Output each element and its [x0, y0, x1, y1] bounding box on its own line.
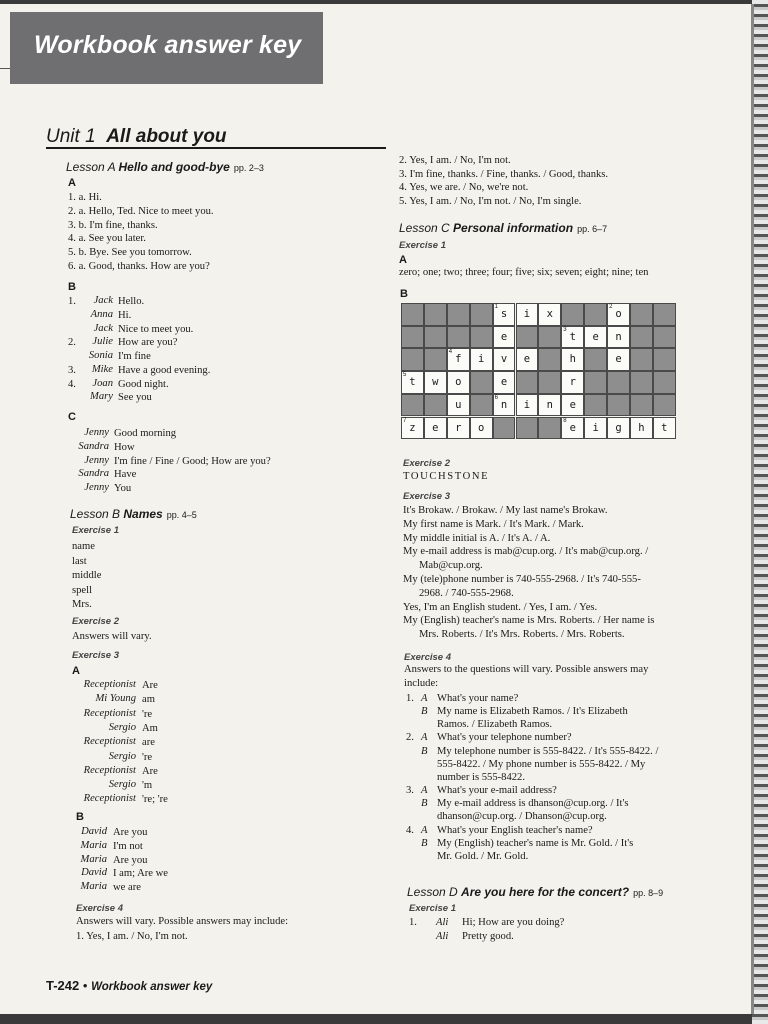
- dialog-line: I'm fine: [118, 351, 151, 362]
- crossword-block: [470, 394, 493, 417]
- dialog-line: Good morning: [114, 428, 177, 439]
- speaker-name: Jenny: [84, 482, 109, 493]
- section-c-label: C: [68, 411, 76, 423]
- speaker-letter: A: [421, 785, 428, 797]
- crossword-letter: u: [455, 398, 462, 411]
- crossword-block: [630, 348, 653, 371]
- crossword-block: [653, 394, 676, 417]
- exercise-1-heading: Exercise 1: [409, 903, 457, 914]
- crossword-letter: t: [409, 376, 416, 389]
- crossword-cell: [607, 417, 630, 440]
- crossword-letter: f: [455, 353, 462, 366]
- dialog-line: we are: [113, 882, 141, 893]
- crossword-cell: [561, 348, 584, 371]
- crossword-block: [493, 417, 516, 440]
- clue-number: 8: [563, 417, 567, 424]
- speaker-letter: A: [421, 824, 428, 836]
- crossword-block: [401, 394, 424, 417]
- unit-heading: [46, 126, 227, 148]
- exercise-3-heading: Exercise 3: [403, 491, 451, 502]
- lesson-prefix: Lesson B: [70, 507, 124, 521]
- speaker-name: Sergio: [108, 721, 136, 733]
- crossword-block: [538, 371, 561, 394]
- clue-number: 5: [403, 372, 407, 379]
- crossword-letter: w: [432, 376, 439, 389]
- lesson-pages: pp. 4–5: [166, 510, 197, 520]
- crossword-letter: g: [615, 421, 622, 434]
- binding-edge: [751, 4, 754, 1014]
- answer-line: Yes, I'm an English student. / Yes, I am. / Yes.: [403, 601, 598, 613]
- answer-line: Mr. Gold. / Mr. Gold.: [437, 850, 529, 862]
- answer-line: 3. b. I'm fine, thanks.: [68, 219, 158, 231]
- answer-line: 4. Yes, we are. / No, we're not.: [399, 182, 529, 194]
- crossword-block: [401, 326, 424, 349]
- answer-line: zero; one; two; three; four; five; six; seven; eight; nine; ten: [399, 267, 649, 278]
- page-footer: [46, 978, 212, 993]
- crossword-cell: [493, 348, 516, 371]
- crossword-cell: [561, 371, 584, 394]
- page-number: T-242: [46, 978, 80, 993]
- lesson-prefix: Lesson A: [66, 160, 119, 174]
- lesson-pages: pp. 8–9: [633, 888, 664, 898]
- crossword-block: [516, 417, 539, 440]
- dialog-line: Are you: [113, 827, 148, 838]
- crossword-block: [584, 348, 607, 371]
- crossword-cell: [653, 417, 676, 440]
- answer-line: last: [72, 555, 87, 567]
- crossword-cell: [424, 371, 447, 394]
- crossword-letter: e: [615, 353, 622, 366]
- speaker-name: Receptionist: [83, 764, 136, 776]
- crossword-cell: [516, 303, 539, 326]
- touchstone-answer: TOUCHSTONE: [403, 471, 490, 482]
- crossword-block: [584, 303, 607, 326]
- crossword-block: [630, 394, 653, 417]
- crossword-letter: v: [500, 353, 508, 366]
- lesson-title: Are you here for the concert?: [461, 885, 630, 899]
- item-number: 3.: [406, 785, 414, 797]
- lesson-pages: pp. 2–3: [233, 163, 264, 173]
- dialog-line: How are you?: [118, 337, 178, 349]
- speaker-name: Maria: [80, 839, 107, 851]
- crossword-cell: [447, 348, 470, 371]
- item-number: 1.: [406, 693, 414, 704]
- section-a-label: A: [68, 177, 76, 189]
- crossword-block: [424, 303, 447, 326]
- item-number: 2.: [68, 337, 76, 349]
- dialog-line: I'm fine / Fine / Good; How are you?: [114, 455, 271, 467]
- speaker-name: Jack: [93, 322, 113, 334]
- speaker-name: Maria: [80, 853, 107, 865]
- exercise-4-heading: Exercise 4: [76, 903, 124, 914]
- answer-line: middle: [72, 570, 102, 581]
- dialog-line: Have a good evening.: [118, 364, 211, 376]
- crossword-letter: o: [477, 421, 485, 434]
- dialog-line: I am; Are we: [113, 868, 169, 880]
- dialog-line: Pretty good.: [462, 931, 514, 943]
- speaker-letter: B: [421, 837, 428, 849]
- crossword-block: [401, 303, 424, 326]
- crossword-block: [607, 371, 630, 394]
- crossword-letter: h: [569, 353, 576, 366]
- dialog-line: Are: [142, 680, 158, 691]
- answer-line: 2. a. Hello, Ted. Nice to meet you.: [68, 205, 214, 217]
- answer-line: My (tele)phone number is 740-555-2968. / It's 740-555-: [403, 574, 641, 585]
- crossword-letter: n: [615, 330, 622, 343]
- answer-line: 4. a. See you later.: [68, 233, 146, 245]
- crossword-letter: n: [500, 398, 508, 411]
- crossword-cell: [561, 417, 584, 440]
- speaker-name: Ali: [436, 931, 449, 943]
- lesson-a-heading: [66, 160, 264, 174]
- crossword-letter: e: [592, 330, 599, 343]
- speaker-name: Mike: [91, 363, 113, 375]
- speaker-name: Mary: [90, 391, 113, 403]
- exercise-4-heading: Exercise 4: [404, 652, 452, 663]
- speaker-name: Ali: [436, 917, 449, 928]
- answer-line: spell: [72, 584, 93, 596]
- clue-number: 6: [494, 394, 498, 401]
- answer-line: 3. I'm fine, thanks. / Fine, thanks. / Good, thanks.: [399, 168, 609, 180]
- crossword-block: [424, 348, 447, 371]
- answer-line: Mrs. Roberts. / It's Mrs. Roberts. / Mrs. Roberts.: [419, 629, 625, 641]
- section-a-label: A: [399, 254, 407, 266]
- dialog-line: Hi; How are you doing?: [462, 917, 565, 928]
- answer-line: What's your e-mail address?: [437, 785, 557, 797]
- item-number: 2.: [406, 732, 414, 744]
- crossword-cell: [447, 417, 470, 440]
- crossword-letter: i: [523, 398, 531, 411]
- dialog-line: Are: [142, 765, 158, 777]
- crossword-cell: [516, 394, 539, 417]
- crossword-cell: [538, 303, 561, 326]
- dialog-line: 're: [142, 708, 153, 720]
- speaker-name: Receptionist: [83, 793, 136, 805]
- crossword-letter: t: [661, 421, 668, 434]
- dialog-line: Hello.: [118, 296, 145, 307]
- crossword-cell: [630, 417, 653, 440]
- lesson-pages: pp. 6–7: [577, 224, 608, 234]
- crossword-letter: e: [500, 376, 508, 389]
- crossword-cell: [516, 348, 539, 371]
- answer-line: Mab@cup.org.: [419, 560, 483, 572]
- answer-line: My (English) teacher's name is Mrs. Roberts. / Her name is: [403, 615, 655, 627]
- crossword-block: [653, 348, 676, 371]
- item-number: 1.: [409, 917, 417, 928]
- answer-line: 1. Yes, I am. / No, I'm not.: [76, 931, 188, 942]
- section-b-label: B: [68, 281, 76, 293]
- lesson-title: Hello and good-bye: [118, 160, 230, 174]
- crossword-cell: [561, 326, 584, 349]
- speaker-name: Sergio: [108, 750, 136, 762]
- workbook-page: [0, 4, 752, 1014]
- answer-line: My telephone number is 555-8422. / It's 555-8422. /: [437, 745, 659, 757]
- speaker-name: Sergio: [108, 779, 136, 791]
- answer-line: Mrs.: [72, 599, 92, 610]
- crossword-cell: [470, 348, 493, 371]
- crossword-letter: t: [569, 330, 576, 343]
- speaker-name: David: [81, 867, 107, 879]
- section-b-label: B: [76, 811, 84, 823]
- crossword-grid: [401, 303, 676, 443]
- crossword-letter: o: [455, 376, 462, 389]
- exercise-1-heading: Exercise 1: [72, 525, 120, 536]
- section-b-label: B: [400, 288, 408, 300]
- crossword-block: [401, 348, 424, 371]
- crossword-letter: r: [569, 376, 576, 389]
- lesson-title: Names: [123, 507, 163, 521]
- crossword-letter: h: [638, 421, 645, 434]
- answer-line: My first name is Mark. / It's Mark. / Mark.: [403, 518, 584, 530]
- crossword-block: [630, 326, 653, 349]
- crossword-letter: x: [546, 308, 553, 320]
- lesson-d-heading: [407, 885, 663, 899]
- unit-underline: [46, 147, 386, 149]
- crossword-letter: o: [615, 308, 622, 320]
- crossword-letter: n: [546, 398, 553, 411]
- crossword-block: [470, 303, 493, 326]
- lesson-b-heading: [70, 507, 197, 521]
- answer-line: Answers will vary.: [72, 631, 152, 642]
- speaker-letter: B: [421, 706, 428, 718]
- crossword-block: [447, 326, 470, 349]
- answer-line: 2968. / 740-555-2968.: [419, 587, 514, 599]
- crossword-block: [630, 371, 653, 394]
- crossword-cell: [493, 394, 516, 417]
- spiral-binding: [752, 0, 768, 1024]
- crossword-letter: i: [592, 421, 599, 434]
- speaker-name: Maria: [80, 881, 107, 892]
- crossword-letter: s: [500, 308, 508, 320]
- dialog-line: Nice to meet you.: [118, 323, 194, 335]
- exercise-2-heading: Exercise 2: [72, 616, 120, 627]
- section-a-label: A: [72, 665, 80, 677]
- answer-line: My e-mail address is mab@cup.org. / It's mab@cup.org. /: [403, 546, 649, 558]
- crossword-cell: [584, 417, 607, 440]
- answer-line: My name is Elizabeth Ramos. / It's Elizabeth: [437, 706, 628, 718]
- answer-line: 6. a. Good, thanks. How are you?: [68, 260, 210, 272]
- unit-prefix: Unit 1: [46, 126, 96, 147]
- speaker-letter: B: [421, 798, 428, 810]
- crossword-block: [607, 394, 630, 417]
- exercise-2-heading: Exercise 2: [403, 458, 451, 469]
- footer-bullet: •: [82, 978, 88, 993]
- crossword-cell: [424, 417, 447, 440]
- crossword-letter: e: [569, 421, 576, 434]
- dialog-line: 're: [142, 751, 153, 763]
- answer-line: 1. a. Hi.: [68, 192, 102, 203]
- answer-line: My middle initial is A. / It's A. / A.: [403, 532, 551, 544]
- dialog-line: are: [142, 737, 155, 749]
- answer-line: Answers to the questions will vary. Possible answers may: [404, 664, 649, 675]
- crossword-block: [653, 303, 676, 326]
- page-title: Workbook answer key: [34, 31, 302, 59]
- unit-title: All about you: [106, 126, 227, 147]
- answer-line: It's Brokaw. / Brokaw. / My last name's Brokaw.: [403, 505, 608, 516]
- crossword-block: [561, 303, 584, 326]
- item-number: 4.: [406, 824, 414, 836]
- speaker-name: Joan: [92, 377, 113, 389]
- crossword-cell: [447, 371, 470, 394]
- dialog-line: Hi.: [118, 309, 132, 321]
- crossword-block: [630, 303, 653, 326]
- crossword-cell: [607, 326, 630, 349]
- answer-line: include:: [404, 677, 439, 689]
- speaker-name: Jenny: [84, 454, 109, 466]
- answer-line: Ramos. / Elizabeth Ramos.: [437, 719, 553, 731]
- dialog-line: Am: [142, 722, 158, 734]
- speaker-letter: A: [421, 732, 428, 744]
- crossword-letter: e: [432, 421, 439, 434]
- answer-line: 5. Yes, I am. / No, I'm not. / No, I'm single.: [399, 195, 582, 207]
- speaker-name: Jack: [93, 295, 113, 306]
- answer-line: 5. b. Bye. See you tomorrow.: [68, 247, 192, 258]
- crossword-cell: [584, 326, 607, 349]
- crossword-letter: e: [523, 353, 531, 366]
- dialog-line: Good night.: [118, 378, 169, 390]
- crossword-block: [538, 417, 561, 440]
- dialog-line: Are you: [113, 854, 148, 866]
- crossword-cell: [470, 417, 493, 440]
- crossword-letter: r: [455, 421, 462, 434]
- dialog-line: 'm: [142, 780, 153, 792]
- answer-line: What's your English teacher's name?: [437, 824, 593, 836]
- answer-line: number is 555-8422.: [437, 771, 525, 783]
- crossword-cell: [607, 348, 630, 371]
- crossword-block: [584, 371, 607, 394]
- crossword-block: [516, 326, 539, 349]
- crossword-cell: [447, 394, 470, 417]
- crossword-cell: [607, 303, 630, 326]
- lesson-prefix: Lesson C: [399, 221, 454, 235]
- crossword-letter: e: [500, 330, 508, 343]
- clue-number: 4: [448, 349, 453, 356]
- speaker-letter: A: [421, 693, 428, 704]
- answer-line: 2. Yes, I am. / No, I'm not.: [399, 155, 511, 166]
- crossword-block: [424, 326, 447, 349]
- answer-line: 555-8422. / My phone number is 555-8422. / My: [437, 758, 646, 770]
- lesson-title: Personal information: [453, 221, 574, 235]
- crossword-block: [653, 326, 676, 349]
- crossword-block: [584, 394, 607, 417]
- dialog-line: I'm not: [113, 840, 143, 852]
- answer-line: name: [72, 541, 95, 552]
- item-number: 4.: [68, 378, 76, 390]
- crossword-cell: [493, 303, 516, 326]
- crossword-cell: [401, 371, 424, 394]
- speaker-name: Sandra: [78, 440, 109, 452]
- crossword-block: [424, 394, 447, 417]
- crossword-cell: [561, 394, 584, 417]
- answer-line: My (English) teacher's name is Mr. Gold. / It's: [437, 837, 634, 849]
- clue-number: 1: [494, 304, 498, 310]
- exercise-1-heading: Exercise 1: [399, 240, 447, 251]
- speaker-name: Receptionist: [83, 679, 136, 690]
- speaker-name: Mi Young: [95, 693, 136, 705]
- crossword-block: [653, 371, 676, 394]
- answer-line: What's your name?: [437, 693, 519, 704]
- lesson-prefix: Lesson D: [407, 885, 462, 899]
- footer-label: Workbook answer key: [91, 981, 213, 993]
- speaker-name: Receptionist: [83, 736, 136, 748]
- dialog-line: You: [114, 483, 132, 494]
- crossword-cell: [493, 326, 516, 349]
- crossword-block: [516, 371, 539, 394]
- exercise-3-heading: Exercise 3: [72, 650, 120, 661]
- dialog-line: Have: [114, 469, 137, 481]
- crossword-block: [470, 371, 493, 394]
- speaker-name: Receptionist: [83, 707, 136, 719]
- dialog-line: How: [114, 441, 135, 453]
- crossword-block: [470, 326, 493, 349]
- answer-line: dhanson@cup.org. / Dhanson@cup.org.: [437, 811, 607, 823]
- clue-number: 7: [403, 417, 407, 424]
- crossword-letter: i: [477, 353, 485, 366]
- crossword-cell: [401, 417, 424, 440]
- dialog-line: am: [142, 694, 155, 706]
- crossword-block: [447, 303, 470, 326]
- item-number: 3.: [68, 364, 76, 376]
- crossword-letter: i: [523, 308, 531, 320]
- item-number: 1.: [68, 296, 76, 307]
- speaker-name: Anna: [90, 308, 113, 320]
- crossword-block: [538, 348, 561, 371]
- clue-number: 3: [563, 326, 567, 333]
- speaker-name: Jenny: [84, 427, 109, 438]
- speaker-name: David: [81, 826, 107, 837]
- dialog-line: See you: [118, 392, 152, 404]
- crossword-letter: e: [569, 398, 576, 411]
- clue-number: 2: [609, 304, 613, 310]
- speaker-name: Sandra: [78, 468, 109, 480]
- answer-line: My e-mail address is dhanson@cup.org. / It's: [437, 798, 629, 810]
- crossword-letter: z: [409, 421, 416, 434]
- answer-line: What's your telephone number?: [437, 732, 572, 744]
- speaker-name: Julie: [92, 336, 113, 348]
- dialog-line: 're; 're: [142, 794, 168, 806]
- speaker-letter: B: [421, 745, 428, 757]
- crossword-cell: [493, 371, 516, 394]
- crossword-block: [538, 326, 561, 349]
- answer-line: Answers will vary. Possible answers may include:: [76, 916, 289, 927]
- speaker-name: Sonia: [88, 350, 113, 361]
- lesson-c-heading: [399, 221, 607, 235]
- crossword-cell: [538, 394, 561, 417]
